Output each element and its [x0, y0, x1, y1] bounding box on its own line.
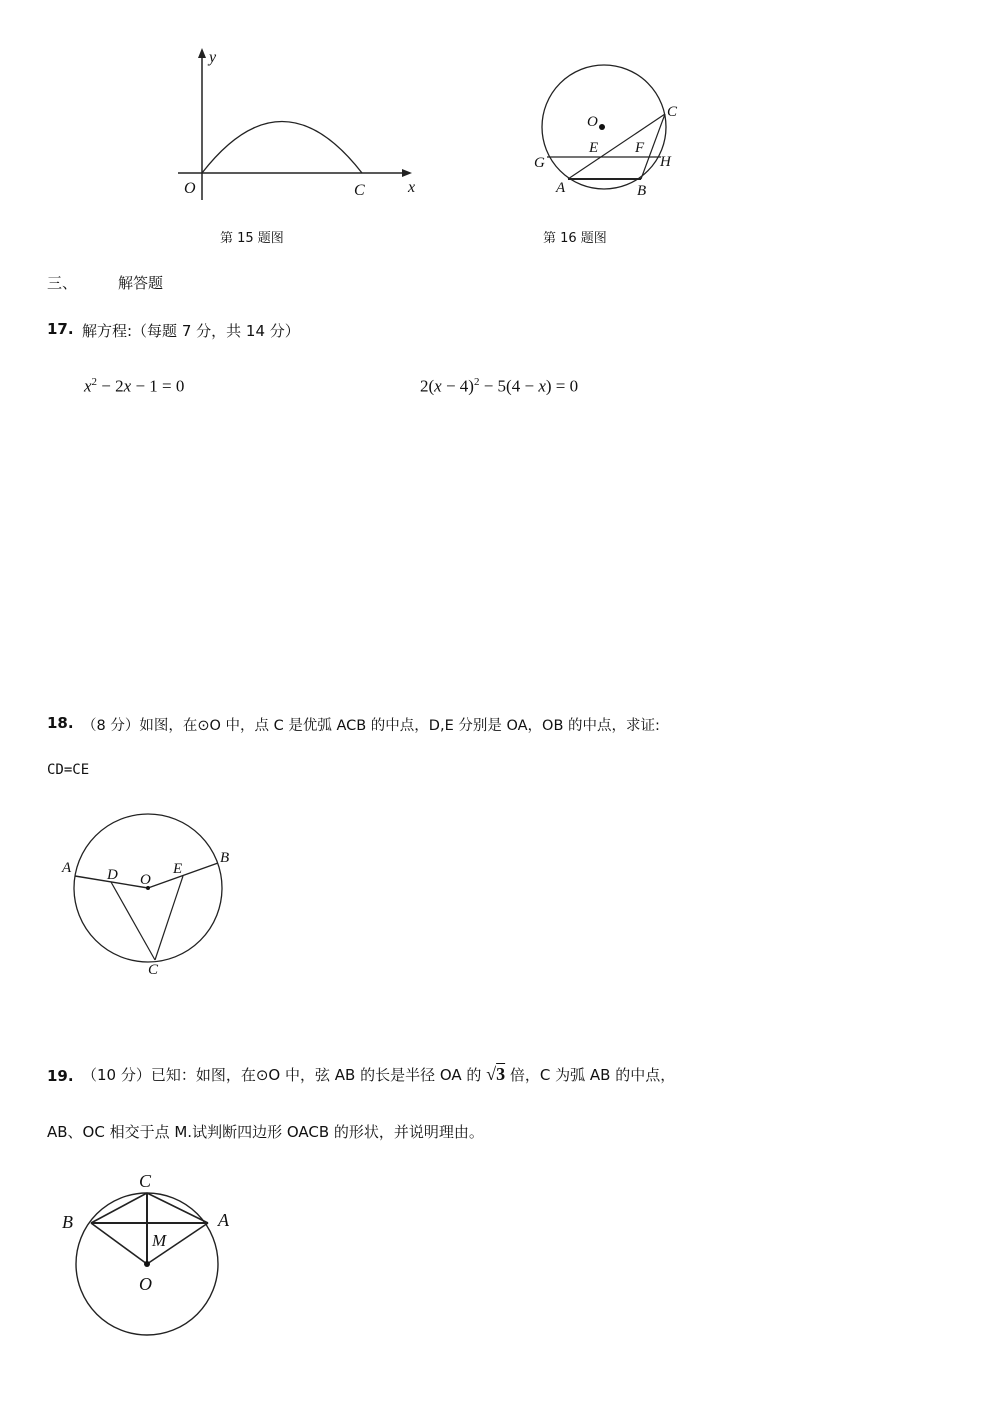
eq2-x: x [434, 376, 442, 396]
eq2-c: − 5(4 − [479, 376, 539, 396]
label-c: C [148, 962, 159, 978]
q19-number: 19. [47, 1067, 74, 1085]
label-c: C [667, 104, 678, 120]
q18-text: （8 分）如图，在⊙O 中，点 C 是优弧 ACB 的中点，D,E 分别是 OA，OB 的中点，求证: [82, 718, 660, 734]
label-o: O [587, 114, 598, 130]
label-a: A [556, 180, 566, 196]
label-f: F [635, 140, 645, 156]
eq1-x2: x [123, 376, 132, 396]
q18-text-2: CD=CE [47, 762, 90, 778]
label-d: D [107, 867, 118, 883]
q17-equation-2 [420, 376, 578, 397]
radius-ob [148, 863, 218, 888]
x-axis-arrow [402, 169, 412, 177]
figure-16 [525, 58, 695, 203]
section-number: 三、 [47, 274, 78, 292]
fig16-caption: 第 16 题图 [543, 231, 607, 246]
segment-dc [111, 882, 155, 960]
parabola-curve [202, 122, 362, 174]
q17-number: 17. [47, 320, 74, 338]
segment-bo [91, 1223, 147, 1264]
q19-text-b: 倍，C 为弧 AB 的中点， [509, 1066, 676, 1084]
label-b: B [637, 183, 647, 199]
q17-text: 解方程:（每题 7 分，共 14 分） [82, 322, 300, 340]
sqrt-symbol: √3 [486, 1064, 506, 1084]
label-e: E [173, 861, 183, 877]
eq2-d: ) = 0 [545, 376, 579, 396]
figure-15 [160, 40, 440, 210]
chord-ac [568, 114, 665, 179]
label-a: A [218, 1210, 229, 1230]
eq1-sup: 2 [91, 376, 98, 388]
segment-bc [91, 1193, 147, 1223]
q18-number: 18. [47, 714, 74, 732]
center-dot [599, 124, 605, 130]
label-m: M [152, 1231, 167, 1250]
y-axis-arrow [198, 48, 206, 58]
eq2-sup: 2 [473, 376, 480, 388]
center-dot [144, 1261, 150, 1267]
q19-text-2: AB、OC 相交于点 M.试判断四边形 OACB 的形状，并说明理由。 [47, 1123, 484, 1141]
label-x: x [408, 179, 416, 196]
section-title: 解答题 [118, 274, 164, 292]
label-o: O [139, 1274, 152, 1294]
eq1-x: x [84, 376, 92, 396]
eq2-b: − 4) [441, 376, 474, 396]
label-a: A [62, 860, 72, 876]
label-o: O [184, 180, 196, 197]
segment-ec [155, 876, 183, 960]
label-g: G [534, 155, 545, 171]
label-b: B [220, 850, 230, 866]
label-h: H [660, 154, 671, 170]
label-c: C [354, 182, 365, 199]
figure-18 [55, 810, 245, 980]
label-c: C [139, 1171, 152, 1191]
eq1-tail: − 1 = 0 [131, 376, 185, 396]
label-b: B [62, 1212, 73, 1232]
figure-19 [55, 1165, 245, 1340]
q19-text [82, 1064, 675, 1085]
label-o: O [140, 872, 151, 888]
label-e: E [589, 140, 599, 156]
q17-equation-1 [84, 376, 184, 397]
sqrt-number: 3 [496, 1064, 506, 1084]
segment-ca [147, 1193, 208, 1223]
label-y: y [209, 49, 217, 66]
q19-text-a: （10 分）已知：如图，在⊙O 中，弦 AB 的长是半径 OA 的 [82, 1066, 482, 1084]
eq2-a: 2( [420, 376, 435, 396]
eq1-rest: − 2 [97, 376, 124, 396]
eq2-x2: x [538, 376, 546, 396]
fig15-caption: 第 15 题图 [220, 231, 284, 246]
